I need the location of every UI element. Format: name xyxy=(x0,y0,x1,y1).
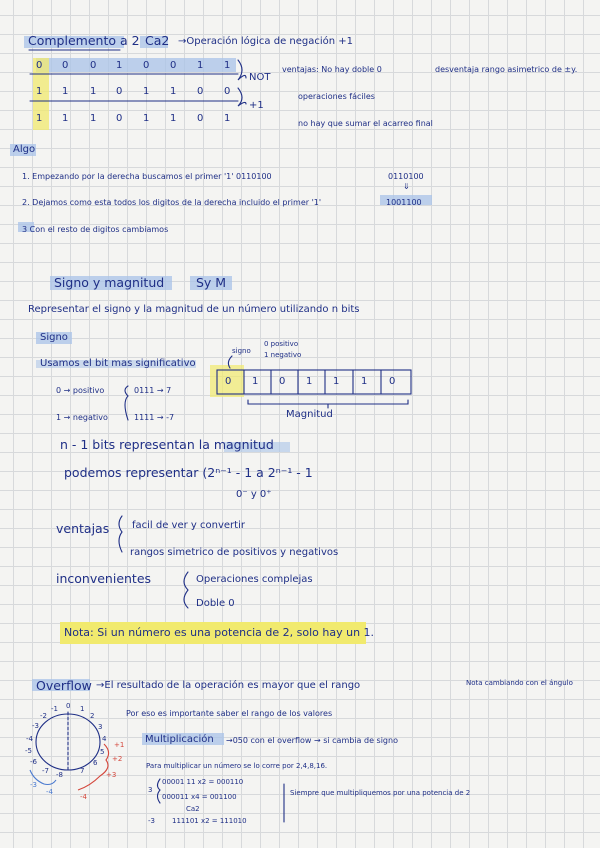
overflow-desc: →El resultado de la operación es mayor que el rango xyxy=(96,680,361,691)
example-top: 0110100 xyxy=(388,172,424,181)
bit-cell: 1 xyxy=(170,113,177,124)
circle-label: 3 xyxy=(98,723,103,731)
acarreo-final: no hay que sumar el acarreo final xyxy=(298,119,433,128)
bit-cell: 1 xyxy=(116,60,123,71)
blue-label: -3 xyxy=(30,781,37,789)
operaciones-faciles: operaciones fáciles xyxy=(298,92,375,101)
usamos-bit: Usamos el bit mas significativo xyxy=(40,358,196,369)
bit-cell: 1 xyxy=(170,86,177,97)
red-label: +3 xyxy=(106,771,117,779)
bit-cell: 0 xyxy=(62,60,69,71)
bit-cell: 0 xyxy=(116,113,123,124)
calc-2: 000011 x4 = 001100 xyxy=(162,793,237,801)
circle-label: -7 xyxy=(42,767,49,775)
ventajas-2: rangos simetrico de positivos y negativos xyxy=(130,547,339,558)
bit-cell: 0 xyxy=(197,86,204,97)
bit-cell: 0 xyxy=(197,113,204,124)
nota-box: Nota: Si un número es una potencia de 2, solo hay un 1. xyxy=(64,626,375,639)
algo-label: Algo xyxy=(13,144,36,155)
not-label: NOT xyxy=(249,72,271,83)
circle-label: -6 xyxy=(30,758,37,766)
mult-potencia: Para multiplicar un número se lo corre por 2,4,8,16. xyxy=(146,762,328,770)
bit-box: 0 xyxy=(225,376,232,387)
bit-cell: 1 xyxy=(36,86,43,97)
bit-cell: 1 xyxy=(143,113,150,124)
bit-cell: 1 xyxy=(224,60,231,71)
mult-label: Multiplicación xyxy=(145,734,214,745)
overflow-side-note: Nota cambiando con el ángulo xyxy=(466,679,573,687)
circle-label: 2 xyxy=(90,712,95,720)
bit-cell: 0 xyxy=(116,86,123,97)
red-label: -4 xyxy=(80,793,87,801)
bit-cell: 0 xyxy=(224,86,231,97)
range-formula: podemos representar (2ⁿ⁻¹ - 1 a 2ⁿ⁻¹ - 1 xyxy=(64,465,313,480)
bit-cell: 0 xyxy=(36,60,43,71)
blue-label: -4 xyxy=(46,788,53,796)
section-title-ca2: Complemento a 2 xyxy=(28,33,140,48)
ventajas-label: ventajas xyxy=(56,521,110,536)
signo-note-pos: 0 positivo xyxy=(264,340,299,348)
bit-cell: 1 xyxy=(224,113,231,124)
inconv-label: inconvenientes xyxy=(56,571,152,586)
step-1: 1. Empezando por la derecha buscamos el primer '1' 0110100 xyxy=(22,172,272,181)
step-3: 3 Con el resto de digitos cambiamos xyxy=(22,225,169,234)
bit-cell: 0 xyxy=(143,60,150,71)
pos-rule: 0 → positivo xyxy=(56,386,105,395)
circle-label: -1 xyxy=(51,705,58,713)
red-label: +2 xyxy=(112,755,123,763)
circle-label: 5 xyxy=(100,748,105,756)
ventajas-ca2: ventajas: No hay doble 0 xyxy=(282,65,382,74)
circle-label: 1 xyxy=(80,705,85,713)
circle-label: -2 xyxy=(40,712,47,720)
bit-box: 0 xyxy=(279,376,286,387)
n1-bits: n - 1 bits representan la magnitud xyxy=(60,437,274,452)
plus-one-label: +1 xyxy=(249,100,264,111)
neg-rule: 1 → negativo xyxy=(56,413,108,422)
bit-box: 0 xyxy=(389,376,396,387)
zeros: 0⁻ y 0⁺ xyxy=(236,489,272,500)
bit-cell: 1 xyxy=(143,86,150,97)
section-title-sym: Signo y magnitud xyxy=(54,275,165,290)
circle-label: 7 xyxy=(80,767,85,775)
section-abbr-ca2: Ca2 xyxy=(145,33,170,48)
bit-cell: 1 xyxy=(62,86,69,97)
signo-note: signo xyxy=(232,347,251,355)
calc-3-left: -3 xyxy=(148,817,155,825)
red-label: +1 xyxy=(114,741,125,749)
sym-intro: Representar el signo y la magnitud de un número utilizando n bits xyxy=(28,304,360,315)
bit-cell: 1 xyxy=(197,60,204,71)
step-2: 2. Dejamos como esta todos los digitos de la derecha incluido el primer '1' xyxy=(22,198,322,207)
circle-label: 6 xyxy=(93,759,98,767)
bit-cell: 1 xyxy=(90,86,97,97)
bit-box: 1 xyxy=(333,376,340,387)
signo-note-neg: 1 negativo xyxy=(264,351,302,359)
example-arrow: ⇓ xyxy=(403,182,410,191)
circle-label: 0 xyxy=(66,702,71,710)
circle-label: 4 xyxy=(102,735,107,743)
inconv-2: Doble 0 xyxy=(196,598,235,609)
bit-cell: 1 xyxy=(62,113,69,124)
signo-label: Signo xyxy=(40,332,68,343)
desventaja-ca2: desventaja rango asimetrico de ±y. xyxy=(435,65,578,74)
bit-cell: 1 xyxy=(90,113,97,124)
calc-3: 111101 x2 = 111010 xyxy=(172,817,247,825)
bit-box: 1 xyxy=(252,376,259,387)
ca2-description: →Operación lógica de negación +1 xyxy=(178,36,354,47)
ex-pos: 0111 → 7 xyxy=(134,386,172,395)
overflow-importance: Por eso es importante saber el rango de los valores xyxy=(126,709,333,718)
mult-desc: →050 con el overflow → si cambia de signo xyxy=(226,736,398,745)
example-bottom: 1001100 xyxy=(386,198,422,207)
magnitud-label: Magnitud xyxy=(286,409,333,420)
bit-box: 1 xyxy=(306,376,313,387)
calc-left: 3 xyxy=(148,786,153,794)
ex-neg: 1111 → -7 xyxy=(134,413,175,422)
calc-1: 00001 11 x2 = 000110 xyxy=(162,778,244,786)
overflow-title: Overflow xyxy=(36,678,92,693)
bit-cell: 1 xyxy=(36,113,43,124)
ca2-calc-label: Ca2 xyxy=(186,805,200,813)
circle-label: -3 xyxy=(32,722,39,730)
inconv-1: Operaciones complejas xyxy=(196,574,313,585)
circle-label: -8 xyxy=(56,771,63,779)
circle-label: -5 xyxy=(25,747,32,755)
ventajas-1: facil de ver y convertir xyxy=(132,520,245,531)
always-note: Siempre que multipliquemos por una potencia de 2 xyxy=(290,789,471,797)
bit-box: 1 xyxy=(361,376,368,387)
bit-cell: 0 xyxy=(90,60,97,71)
section-abbr-sym: Sy M xyxy=(196,275,227,290)
circle-label: -4 xyxy=(26,735,33,743)
bit-cell: 0 xyxy=(170,60,177,71)
